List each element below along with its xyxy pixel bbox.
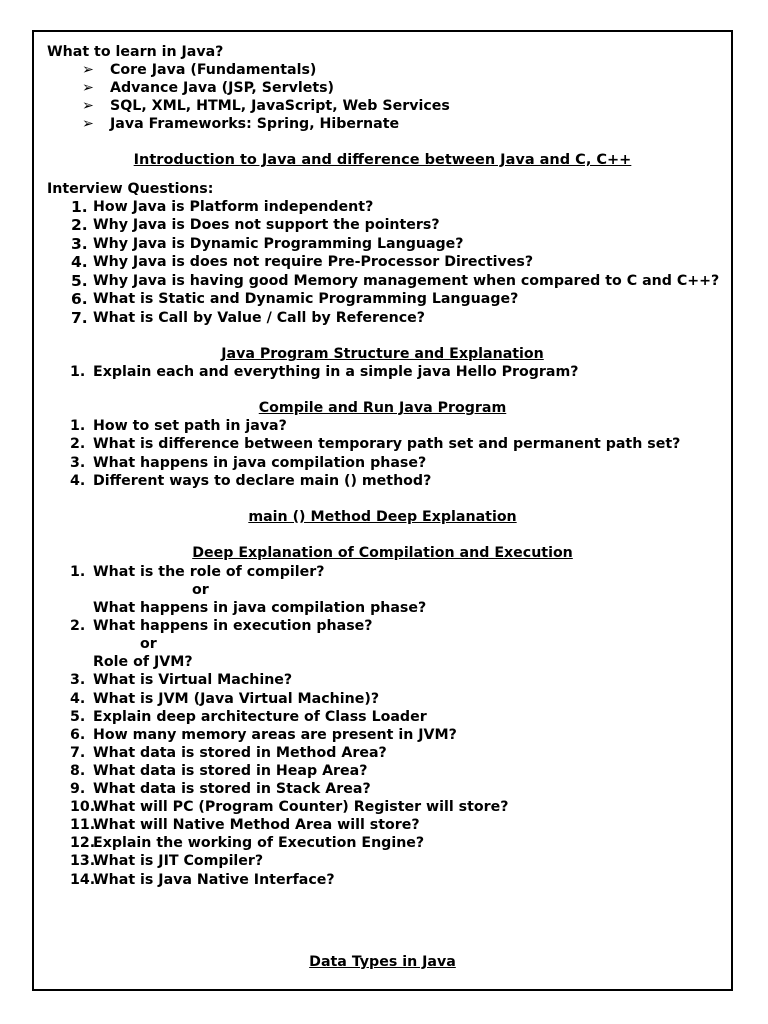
list-number: 4. xyxy=(70,473,86,489)
list-number: 7. xyxy=(70,745,86,761)
list-item-continuation: What happens in java compilation phase? xyxy=(93,600,427,616)
list-item: Explain each and everything in a simple java Hello Program? xyxy=(93,364,579,380)
list-item: What happens in java compilation phase? xyxy=(93,455,427,471)
list-number: 10. xyxy=(70,799,96,815)
list-number: 11. xyxy=(70,817,96,833)
list-number: 3. xyxy=(70,672,86,688)
list-item: What is JVM (Java Virtual Machine)? xyxy=(93,691,380,707)
or-separator: or xyxy=(192,582,209,598)
list-item: What data is stored in Heap Area? xyxy=(93,763,368,779)
list-number: 8. xyxy=(70,763,86,779)
list-number: 1. xyxy=(71,198,88,216)
list-number: 2. xyxy=(71,216,88,234)
list-number: 14. xyxy=(70,872,96,888)
list-item: What is Java Native Interface? xyxy=(93,872,335,888)
list-item: What data is stored in Method Area? xyxy=(93,745,387,761)
list-number: 4. xyxy=(70,691,86,707)
list-item: What happens in execution phase? xyxy=(93,618,373,634)
section-title-main-method: main () Method Deep Explanation xyxy=(248,509,517,525)
list-number: 2. xyxy=(70,436,86,452)
interview-label: Interview Questions: xyxy=(47,181,214,197)
list-item: How to set path in java? xyxy=(93,418,287,434)
list-number: 4. xyxy=(71,253,88,271)
list-item: What is Virtual Machine? xyxy=(93,672,293,688)
section-title-intro: Introduction to Java and difference between Java and C, C++ xyxy=(133,152,632,168)
list-item: How Java is Platform independent? xyxy=(93,199,374,215)
list-number: 1. xyxy=(70,364,86,380)
list-item: Different ways to declare main () method? xyxy=(93,473,432,489)
list-item: What will Native Method Area will store? xyxy=(93,817,420,833)
list-item: What is Static and Dynamic Programming Language? xyxy=(93,291,519,307)
list-number: 13. xyxy=(70,853,96,869)
list-number: 9. xyxy=(70,781,86,797)
list-number: 1. xyxy=(70,418,86,434)
or-separator: or xyxy=(140,636,157,652)
list-item: Explain deep architecture of Class Loader xyxy=(93,709,427,725)
list-item: Why Java is does not require Pre-Processor Directives? xyxy=(93,254,534,270)
list-number: 5. xyxy=(71,272,88,290)
list-item: What is Call by Value / Call by Reference? xyxy=(93,310,426,326)
bullet-item: SQL, XML, HTML, JavaScript, Web Services xyxy=(110,98,450,114)
list-number: 3. xyxy=(70,455,86,471)
bullet-item: Java Frameworks: Spring, Hibernate xyxy=(110,116,400,132)
learn-heading: What to learn in Java? xyxy=(47,44,224,60)
list-number: 7. xyxy=(71,309,88,327)
section-title-data-types: Data Types in Java xyxy=(309,954,456,970)
bullet-icon: ➢ xyxy=(82,116,94,132)
list-item: What is difference between temporary path set and permanent path set? xyxy=(93,436,681,452)
list-number: 3. xyxy=(71,235,88,253)
list-number: 12. xyxy=(70,835,96,851)
list-number: 1. xyxy=(70,564,86,580)
list-item: What is JIT Compiler? xyxy=(93,853,264,869)
list-number: 6. xyxy=(70,727,86,743)
list-number: 6. xyxy=(71,290,88,308)
bullet-item: Advance Java (JSP, Servlets) xyxy=(110,80,335,96)
list-number: 2. xyxy=(70,618,86,634)
bullet-item: Core Java (Fundamentals) xyxy=(110,62,317,78)
section-title-structure: Java Program Structure and Explanation xyxy=(221,346,544,362)
list-item: What will PC (Program Counter) Register will store? xyxy=(93,799,509,815)
list-item: Why Java is Does not support the pointers? xyxy=(93,217,440,233)
list-item-continuation: Role of JVM? xyxy=(93,654,193,670)
bullet-icon: ➢ xyxy=(82,80,94,96)
list-number: 5. xyxy=(70,709,86,725)
list-item: Why Java is having good Memory management when compared to C and C++? xyxy=(93,273,720,289)
list-item: What is the role of compiler? xyxy=(93,564,325,580)
bullet-icon: ➢ xyxy=(82,62,94,78)
section-title-compile: Compile and Run Java Program xyxy=(258,400,507,416)
section-title-deep: Deep Explanation of Compilation and Execution xyxy=(192,545,573,561)
list-item: What data is stored in Stack Area? xyxy=(93,781,371,797)
list-item: How many memory areas are present in JVM? xyxy=(93,727,457,743)
list-item: Why Java is Dynamic Programming Language? xyxy=(93,236,464,252)
bullet-icon: ➢ xyxy=(82,98,94,114)
list-item: Explain the working of Execution Engine? xyxy=(93,835,425,851)
